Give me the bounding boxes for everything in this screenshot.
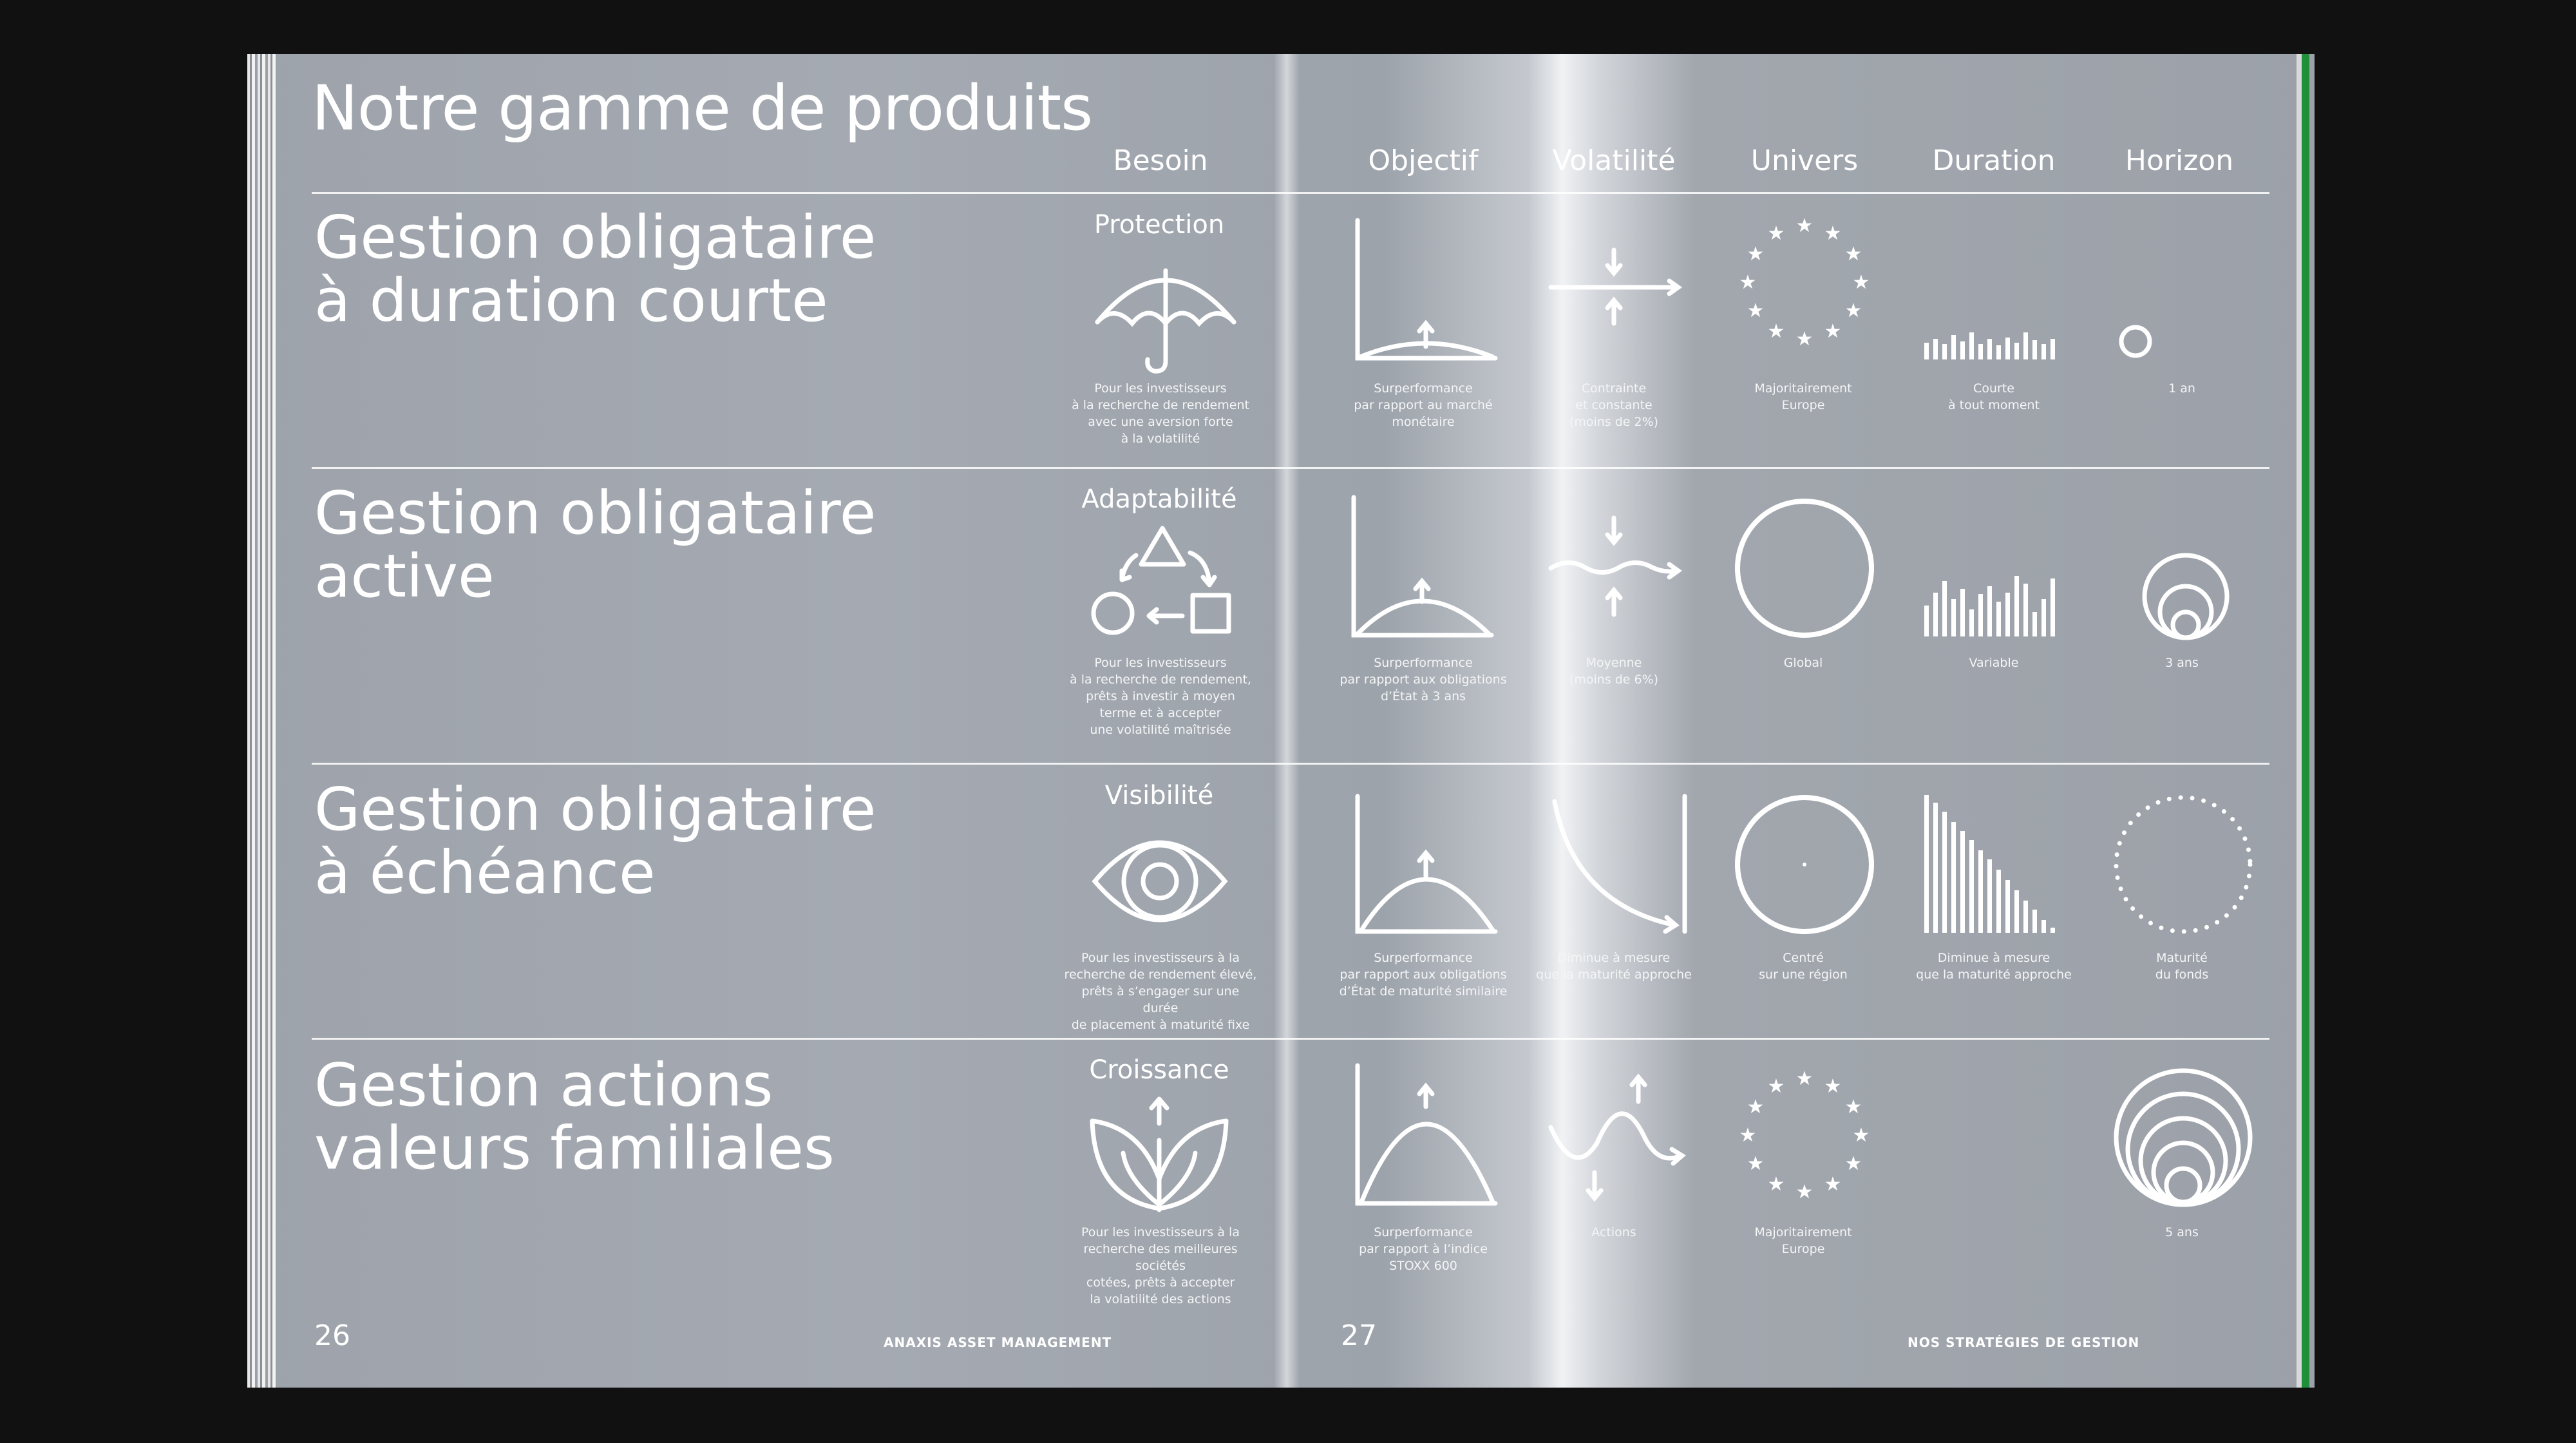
column-header-besoin: Besoin: [1113, 144, 1208, 177]
svg-text:★: ★: [1824, 1075, 1842, 1098]
page-number-left: 26: [314, 1319, 350, 1352]
eu-stars-icon: [1734, 214, 1875, 362]
row-divider: [312, 763, 2269, 765]
duration-caption: Courte à tout moment: [1947, 381, 2040, 412]
univers-caption: Majoritairement Europe: [1754, 1225, 1852, 1256]
svg-text:★: ★: [1852, 271, 1870, 294]
svg-text:★: ★: [1795, 1181, 1814, 1203]
svg-text:★: ★: [1824, 320, 1842, 343]
horizon-dotted-circle-icon: [2112, 794, 2254, 935]
page-edge-right: [2297, 54, 2302, 1388]
objectif-chart-icon: [1355, 796, 1498, 935]
horizon-rings-icon: [2141, 551, 2231, 642]
need-label: Visibilité: [1104, 781, 1214, 810]
column-header-objectif: Objectif: [1368, 144, 1479, 177]
svg-text:★: ★: [1844, 300, 1862, 322]
need-caption: Pour les investisseurs à la recherche des meilleures sociétés cotées, prêts à accepter la volatilité des actions: [1081, 1225, 1240, 1306]
row-title-2: [314, 479, 894, 611]
horizon-caption: 3 ans: [2165, 656, 2199, 670]
row-title-line: active: [314, 542, 495, 611]
svg-text:★: ★: [1795, 1067, 1814, 1090]
need-label: Adaptabilité: [1081, 484, 1237, 514]
objectif-chart-icon: [1351, 497, 1494, 639]
row-title-3: [314, 775, 894, 907]
svg-text:★: ★: [1795, 215, 1814, 237]
need-caption: Pour les investisseurs à la recherche de rendement avec une aversion forte à la volatilité: [1072, 381, 1249, 446]
folio-right: NOS STRATÉGIES DE GESTION: [1908, 1335, 2140, 1350]
row-title-line: à échéance: [314, 838, 656, 907]
umbrella-icon: [1095, 264, 1236, 374]
horizon-caption: 5 ans: [2165, 1225, 2199, 1239]
univers-caption: Majoritairement Europe: [1754, 381, 1852, 412]
volatility-strong-wave-icon: [1548, 1076, 1690, 1205]
eye-icon: [1092, 830, 1227, 933]
svg-text:★: ★: [1747, 243, 1765, 265]
column-header-volatilite: Volatilité: [1552, 144, 1676, 177]
globe-circle-icon: [1734, 497, 1875, 639]
row-title-line: valeurs familiales: [314, 1114, 835, 1183]
duration-caption: Diminue à mesure que la maturité approche: [1916, 951, 2072, 982]
svg-text:★: ★: [1844, 1096, 1862, 1118]
centered-region-icon: [1734, 794, 1875, 935]
column-header-horizon: Horizon: [2125, 144, 2234, 177]
green-edge: [2302, 54, 2309, 1388]
duration-caption: Variable: [1969, 656, 2019, 670]
svg-text:★: ★: [1844, 243, 1862, 265]
duration-bars-variable-icon: [1923, 573, 2065, 638]
svg-text:★: ★: [1739, 1124, 1757, 1147]
row-title-line: Gestion actions: [314, 1051, 773, 1120]
row-title-1: [314, 203, 894, 335]
objectif-caption: Surperformance par rapport aux obligations d’État de maturité similaire: [1339, 951, 1508, 999]
horizon-rings-large-icon: [2112, 1067, 2254, 1209]
page-title: Notre gamme de produits: [312, 72, 1093, 144]
objectif-caption: Surperformance par rapport au marché monétaire: [1354, 381, 1493, 429]
need-caption: Pour les investisseurs à la recherche de rendement élevé, prêts à s’engager sur une durée de placement à maturité fixe: [1064, 951, 1257, 1032]
svg-text:★: ★: [1767, 1173, 1785, 1196]
need-label: Croissance: [1089, 1055, 1229, 1085]
spine-gutter: [1274, 54, 1300, 1388]
column-header-duration: Duration: [1932, 144, 2056, 177]
horizon-caption: Maturité du fonds: [2155, 951, 2209, 982]
objectif-chart-icon: [1355, 220, 1498, 362]
horizon-caption: 1 an: [2168, 381, 2195, 396]
univers-caption: Centré sur une région: [1759, 951, 1848, 982]
svg-text:★: ★: [1824, 222, 1842, 245]
row-divider: [312, 192, 2269, 194]
row-title-line: Gestion obligataire: [314, 775, 876, 844]
page-edges-left: [247, 54, 277, 1388]
svg-text:★: ★: [1844, 1152, 1862, 1175]
svg-text:★: ★: [1795, 328, 1814, 350]
row-title-line: Gestion obligataire: [314, 203, 876, 272]
svg-text:★: ★: [1747, 1096, 1765, 1118]
duration-bars-decreasing-icon: [1923, 795, 2065, 934]
svg-text:★: ★: [1767, 1075, 1785, 1098]
volatilite-caption: Contrainte et constante (moins de 2%): [1569, 381, 1659, 429]
horizon-circle-icon: [2117, 323, 2154, 359]
cycle-shapes-icon: [1088, 523, 1236, 639]
row-divider: [312, 1038, 2269, 1040]
volatilite-caption: Actions: [1591, 1225, 1636, 1239]
row-title-line: Gestion obligataire: [314, 479, 876, 548]
svg-text:★: ★: [1767, 320, 1785, 343]
svg-text:★: ★: [1852, 1124, 1870, 1147]
row-title-line: à duration courte: [314, 266, 828, 335]
svg-text:★: ★: [1767, 222, 1785, 245]
need-label: Protection: [1094, 210, 1225, 240]
folio-left: ANAXIS ASSET MANAGEMENT: [884, 1335, 1112, 1350]
duration-bars-short-icon: [1923, 329, 2065, 361]
volatility-wave-icon: [1548, 515, 1685, 618]
column-header-univers: Univers: [1750, 144, 1859, 177]
row-title-4: [314, 1051, 894, 1183]
need-caption: Pour les investisseurs à la recherche de rendement, prêts à investir à moyen terme et à accepter une volatilité maîtrisée: [1070, 656, 1251, 737]
sprout-leaves-icon: [1088, 1095, 1230, 1211]
svg-text:★: ★: [1747, 1152, 1765, 1175]
row-divider: [312, 467, 2269, 469]
objectif-caption: Surperformance par rapport à l’indice STOXX 600: [1359, 1225, 1488, 1273]
page-number-right: 27: [1341, 1319, 1377, 1352]
eu-stars-icon: [1734, 1067, 1875, 1215]
objectif-caption: Surperformance par rapport aux obligations d’État à 3 ans: [1340, 656, 1507, 703]
objectif-chart-icon: [1355, 1066, 1498, 1207]
univers-caption: Global: [1783, 656, 1823, 670]
declining-curve-icon: [1548, 794, 1690, 935]
svg-text:★: ★: [1739, 271, 1757, 294]
volatility-flat-icon: [1548, 245, 1685, 329]
svg-text:★: ★: [1747, 300, 1765, 322]
volatilite-caption: Diminue à mesure que la maturité approche: [1536, 951, 1692, 982]
volatilite-caption: Moyenne (moins de 6%): [1569, 656, 1659, 687]
svg-text:★: ★: [1824, 1173, 1842, 1196]
